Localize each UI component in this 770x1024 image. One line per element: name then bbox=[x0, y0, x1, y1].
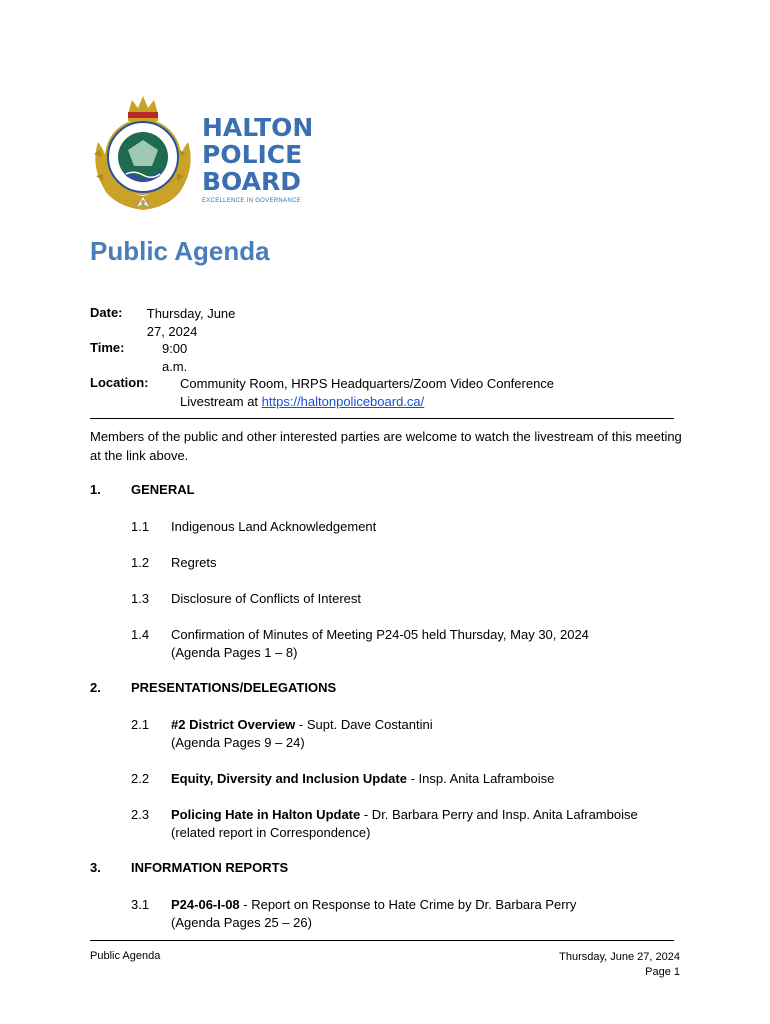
agenda-item-3-1 bbox=[131, 896, 691, 932]
item-text bbox=[171, 626, 691, 662]
agenda-item-2-1 bbox=[131, 716, 691, 752]
section-heading-presentations bbox=[90, 680, 336, 695]
section-number: 1. bbox=[90, 482, 101, 497]
header-divider bbox=[90, 418, 674, 419]
logo-wordmark bbox=[202, 114, 313, 204]
section-title: GENERAL bbox=[131, 482, 195, 497]
item-number: 1.3 bbox=[131, 591, 150, 606]
item-main-text: - Supt. Dave Costantini bbox=[295, 717, 433, 732]
date-row bbox=[90, 305, 237, 341]
item-bold-title: Equity, Diversity and Inclusion Update bbox=[171, 771, 407, 786]
item-number: 2.2 bbox=[131, 771, 150, 786]
livestream-prefix: Livestream at bbox=[180, 394, 262, 409]
item-main-text: - Report on Response to Hate Crime by Dr. Barbara Perry bbox=[239, 897, 577, 912]
item-sub-text: (Agenda Pages 9 – 24) bbox=[171, 735, 305, 750]
item-text: Indigenous Land Acknowledgement bbox=[171, 519, 377, 534]
section-number: 3. bbox=[90, 860, 101, 875]
halton-police-board-logo bbox=[88, 92, 314, 222]
item-sub-text: (Agenda Pages 25 – 26) bbox=[171, 915, 312, 930]
agenda-item-2-3 bbox=[131, 806, 691, 842]
location-line-1: Community Room, HRPS Headquarters/Zoom Video Conference bbox=[180, 376, 555, 391]
logo-line-halton: HALTON bbox=[202, 113, 314, 142]
item-text: Disclosure of Conflicts of Interest bbox=[171, 591, 362, 606]
item-number: 2.3 bbox=[131, 807, 150, 822]
item-sub-text: (Agenda Pages 1 – 8) bbox=[171, 645, 298, 660]
logo-line-police: POLICE bbox=[202, 140, 303, 169]
item-text bbox=[171, 896, 691, 932]
item-number: 1.2 bbox=[131, 555, 150, 570]
item-text: Regrets bbox=[171, 555, 217, 570]
item-text bbox=[171, 770, 691, 788]
item-text bbox=[171, 806, 691, 842]
location-value bbox=[180, 375, 554, 411]
agenda-item-1-2 bbox=[131, 554, 691, 572]
police-crest-icon bbox=[88, 92, 198, 218]
item-bold-title: P24-06-I-08 bbox=[171, 897, 240, 912]
page-title: Public Agenda bbox=[90, 236, 270, 266]
footer-document-name: Public Agenda bbox=[90, 950, 161, 962]
logo-tagline: EXCELLENCE IN GOVERNANCE bbox=[202, 198, 301, 204]
time-label: Time: bbox=[90, 340, 125, 355]
location-label: Location: bbox=[90, 375, 149, 390]
item-number: 3.1 bbox=[131, 897, 150, 912]
section-number: 2. bbox=[90, 680, 101, 695]
location-row bbox=[90, 375, 590, 411]
date-label: Date: bbox=[90, 305, 123, 320]
item-text bbox=[171, 716, 691, 752]
section-title: INFORMATION REPORTS bbox=[131, 860, 289, 875]
item-main-text: Confirmation of Minutes of Meeting P24-05 held Thursday, May 30, 2024 bbox=[171, 627, 589, 642]
item-sub-text: (related report in Correspondence) bbox=[171, 825, 371, 840]
item-bold-title: Policing Hate in Halton Update bbox=[171, 807, 361, 822]
footer-date-page bbox=[559, 950, 680, 980]
logo-line-board: BOARD bbox=[202, 167, 301, 196]
time-row bbox=[90, 340, 205, 376]
item-bold-title: #2 District Overview bbox=[171, 717, 296, 732]
agenda-item-1-3 bbox=[131, 590, 691, 608]
item-number: 1.1 bbox=[131, 519, 150, 534]
footer-divider bbox=[90, 940, 674, 941]
footer-date: Thursday, June 27, 2024 bbox=[559, 951, 680, 963]
livestream-link[interactable]: https://haltonpoliceboard.ca/ bbox=[261, 394, 425, 409]
time-value: 9:00 a.m. bbox=[161, 341, 188, 374]
item-number: 1.4 bbox=[131, 627, 150, 642]
agenda-item-2-2 bbox=[131, 770, 691, 788]
intro-paragraph: Members of the public and other interested parties are welcome to watch the livestream of this meeting at the link above. bbox=[90, 429, 682, 463]
agenda-item-1-1 bbox=[131, 518, 691, 536]
section-title: PRESENTATIONS/DELEGATIONS bbox=[131, 680, 337, 695]
date-value: Thursday, June 27, 2024 bbox=[146, 306, 236, 339]
section-heading-general bbox=[90, 482, 195, 497]
agenda-item-1-4 bbox=[131, 626, 691, 662]
section-heading-information-reports bbox=[90, 860, 288, 875]
item-main-text: - Insp. Anita Laframboise bbox=[406, 771, 555, 786]
item-number: 2.1 bbox=[131, 717, 150, 732]
footer-page-number: Page 1 bbox=[645, 966, 680, 978]
item-main-text: - Dr. Barbara Perry and Insp. Anita Laframboise bbox=[360, 807, 638, 822]
